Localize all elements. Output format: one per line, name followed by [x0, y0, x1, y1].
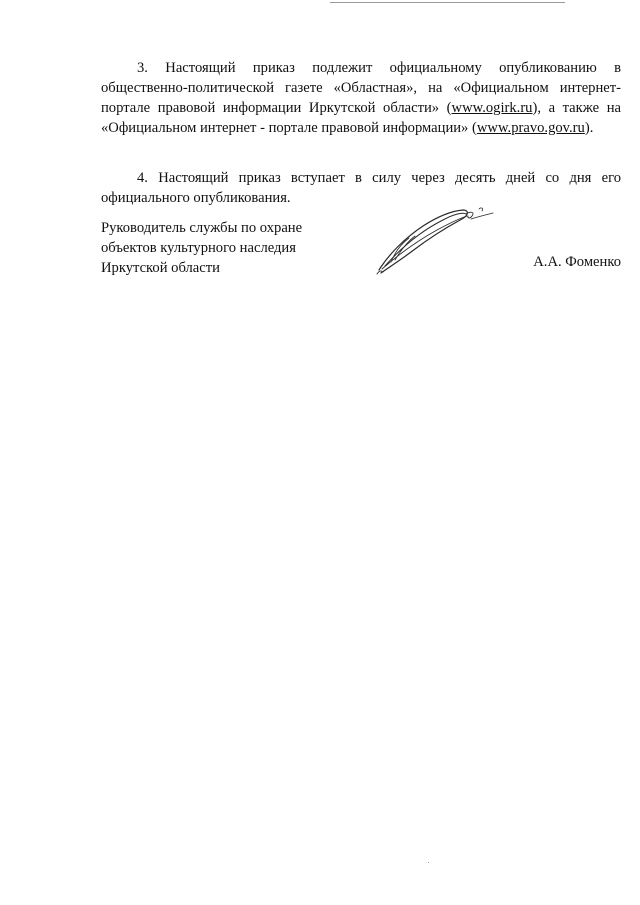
- clause-3-number: 3.: [137, 60, 148, 76]
- clause-4-text: Настоящий приказ вступает в силу через десять дней со дня его официального опубликования.: [101, 170, 622, 206]
- signatory-name: А.А. Фоменко: [533, 254, 621, 270]
- clause-3-text-end: ).: [584, 120, 594, 136]
- position-line: объектов культурного наследия: [101, 240, 296, 256]
- top-border-line: [330, 2, 565, 3]
- clause-4-number: 4.: [137, 170, 148, 186]
- scan-speck: [428, 862, 429, 863]
- handwritten-signature: [371, 200, 506, 278]
- signatory-position: [101, 218, 361, 278]
- clause-4: [101, 168, 621, 208]
- signature-block: [101, 218, 621, 278]
- position-line: Руководитель службы по охране: [101, 220, 303, 236]
- clause-3: [101, 58, 621, 138]
- clause-3-text-middle: ), а также на «Официальном интернет - портале правовой информации» (: [101, 100, 621, 136]
- document-body: [101, 58, 621, 208]
- pravo-link[interactable]: www.pravo.gov.ru: [476, 120, 585, 136]
- ogirk-link[interactable]: www.ogirk.ru: [451, 100, 533, 116]
- position-line: Иркутской области: [101, 260, 220, 276]
- clause-3-text: Настоящий приказ подлежит официальному опубликованию в общественно-политической газете «Областная», на «Официальном интернет-портале правовой информации Иркутской области» (: [101, 60, 621, 116]
